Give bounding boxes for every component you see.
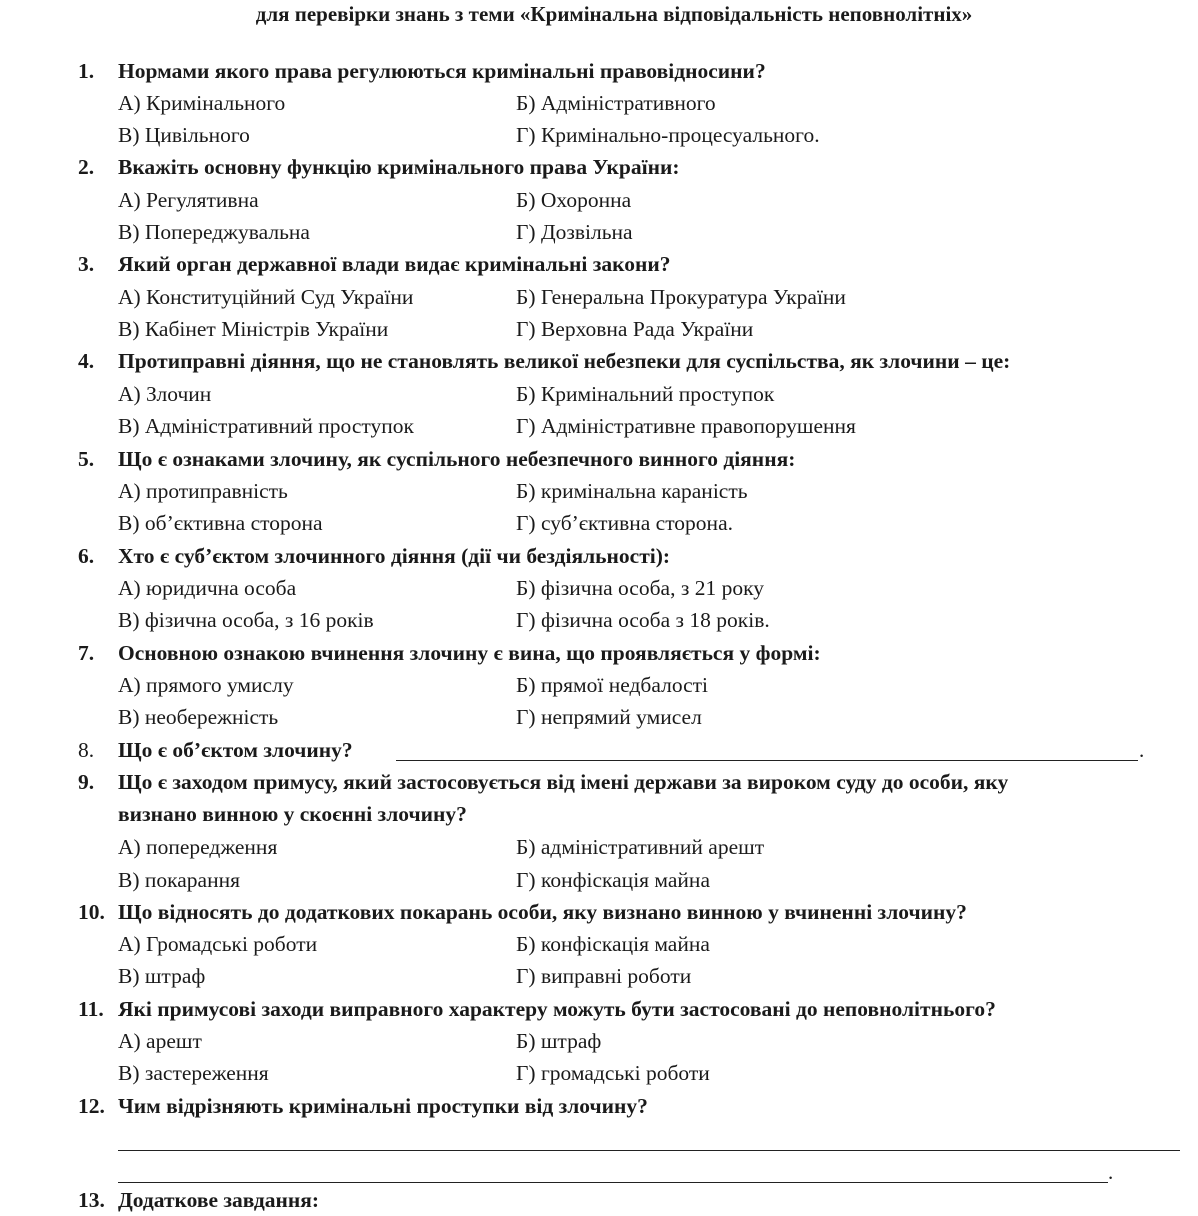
- option-a: А) Конституційний Суд України: [118, 285, 414, 309]
- question-number: 2.: [78, 155, 95, 179]
- option-c: В) застереження: [118, 1061, 269, 1085]
- question-text: Протиправні діяння, що не становлять великої небезпеки для суспільства, як злочини – це:: [118, 349, 1011, 373]
- answer-end-period: .: [1108, 1160, 1114, 1184]
- option-b: Б) конфіскація майна: [516, 932, 710, 956]
- question-text-line-1: Що є заходом примусу, який застосовується від імені держави за вироком суду до особи, яку: [118, 770, 1009, 794]
- question-number: 1.: [78, 59, 95, 83]
- question-text-line-2: визнано винною у скоєнні злочину?: [118, 802, 467, 826]
- option-d: Г) Кримінально-процесуального.: [516, 123, 820, 147]
- option-b: Б) кримінальна караність: [516, 479, 748, 503]
- option-c: В) Адміністративний проступок: [118, 414, 414, 438]
- option-d: Г) фізична особа з 18 років.: [516, 608, 770, 632]
- option-a: А) попередження: [118, 835, 278, 859]
- option-b: Б) Кримінальний проступок: [516, 382, 775, 406]
- document-title: для перевірки знань з теми «Кримінальна відповідальність неповнолітніх»: [255, 2, 973, 26]
- question-text: Хто є суб’єктом злочинного діяння (дії чи бездіяльності):: [118, 544, 671, 568]
- option-a: А) юридична особа: [118, 576, 297, 600]
- option-b: Б) Адміністративного: [516, 91, 716, 115]
- option-c: В) штраф: [118, 964, 206, 988]
- option-d: Г) Дозвільна: [516, 220, 633, 244]
- question-number: 12.: [78, 1094, 105, 1118]
- option-d: Г) Адміністративне правопорушення: [516, 414, 856, 438]
- option-d: Г) громадські роботи: [516, 1061, 710, 1085]
- question-number: 11.: [78, 997, 104, 1021]
- option-b: Б) фізична особа, з 21 року: [516, 576, 764, 600]
- option-a: А) прямого умислу: [118, 673, 294, 697]
- option-b: Б) штраф: [516, 1029, 602, 1053]
- answer-blank-line-1[interactable]: [118, 1150, 1180, 1151]
- question-text: Що відносять до додаткових покарань особи, яку визнано винною у вчиненні злочину?: [118, 900, 967, 924]
- option-d: Г) конфіскація майна: [516, 868, 710, 892]
- option-c: В) об’єктивна сторона: [118, 511, 323, 535]
- option-c: В) Попереджувальна: [118, 220, 310, 244]
- option-c: В) Цивільного: [118, 123, 250, 147]
- question-number: 13.: [78, 1188, 105, 1212]
- answer-blank-line-2[interactable]: [118, 1182, 1108, 1183]
- option-c: В) Кабінет Міністрів України: [118, 317, 389, 341]
- question-text: Чим відрізняють кримінальні проступки від злочину?: [118, 1094, 648, 1118]
- answer-end-period: .: [1139, 738, 1145, 762]
- question-text: Вкажіть основну функцію кримінального права України:: [118, 155, 680, 179]
- question-number: 5.: [78, 447, 95, 471]
- question-text: Який орган державної влади видає кримінальні закони?: [118, 252, 671, 276]
- option-d: Г) виправні роботи: [516, 964, 692, 988]
- option-a: А) протиправність: [118, 479, 288, 503]
- question-number: 8.: [78, 738, 95, 762]
- question-number: 10.: [78, 900, 105, 924]
- question-number: 3.: [78, 252, 95, 276]
- option-b: Б) Охоронна: [516, 188, 632, 212]
- option-d: Г) суб’єктивна сторона.: [516, 511, 733, 535]
- question-text: Що є об’єктом злочину?: [118, 738, 353, 762]
- option-c: В) фізична особа, з 16 років: [118, 608, 374, 632]
- option-b: Б) прямої недбалості: [516, 673, 709, 697]
- question-text: Що є ознаками злочину, як суспільного небезпечного винного діяння:: [118, 447, 796, 471]
- question-number: 9.: [78, 770, 95, 794]
- option-d: Г) непрямий умисел: [516, 705, 702, 729]
- option-b: Б) адміністративний арешт: [516, 835, 765, 859]
- option-a: А) Кримінального: [118, 91, 286, 115]
- answer-blank-line[interactable]: [396, 760, 1138, 761]
- option-a: А) арешт: [118, 1029, 202, 1053]
- question-number: 4.: [78, 349, 95, 373]
- question-number: 6.: [78, 544, 95, 568]
- option-a: А) Злочин: [118, 382, 212, 406]
- question-text: Нормами якого права регулюються кримінальні правовідносини?: [118, 59, 766, 83]
- question-number: 7.: [78, 641, 95, 665]
- option-c: В) необережність: [118, 705, 279, 729]
- option-b: Б) Генеральна Прокуратура України: [516, 285, 846, 309]
- option-c: В) покарання: [118, 868, 240, 892]
- question-text: Основною ознакою вчинення злочину є вина, що проявляється у формі:: [118, 641, 821, 665]
- question-text: Додаткове завдання:: [118, 1188, 320, 1212]
- option-a: А) Регулятивна: [118, 188, 259, 212]
- option-a: А) Громадські роботи: [118, 932, 318, 956]
- question-text: Які примусові заходи виправного характеру можуть бути застосовані до неповнолітнього?: [118, 997, 996, 1021]
- option-d: Г) Верховна Рада України: [516, 317, 754, 341]
